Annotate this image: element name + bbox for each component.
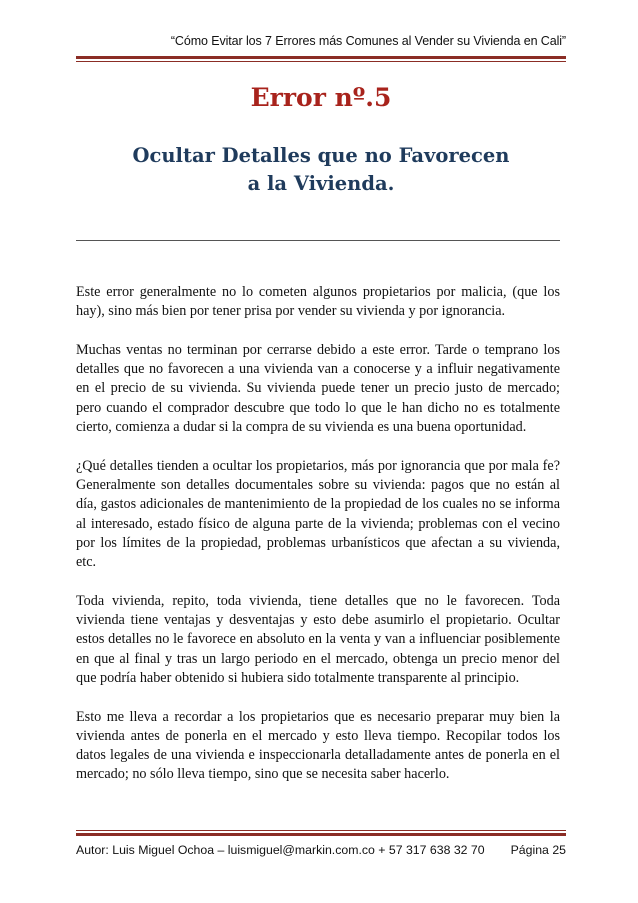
chapter-subtitle-line-1: Ocultar Detalles que no Favorecen [132,144,510,167]
footer-rule-thin [76,830,566,831]
chapter-subtitle-line-2: a la Vivienda. [247,172,395,195]
chapter-title: Error nº.5 [250,83,392,112]
section-divider [76,240,560,242]
chapter-subtitle [76,142,566,198]
body-text [76,283,560,804]
header-rule-thick [76,56,566,59]
footer-rule-thick [76,833,566,836]
header-rule-thin [76,61,566,62]
paragraph: Este error generalmente no lo cometen algunos propietarios por malicia, (que los hay), sino más bien por tener prisa por vender su vivienda y por ignorancia. [76,284,560,320]
paragraph: Toda vivienda, repito, toda vivienda, tiene detalles que no le favorecen. Toda vivienda tiene ventajas y desventajas y esto debe asumirlo el propietario. Ocultar estos detalles no le favorece en absoluto en la venta y van a influenciar posiblemente en que al final y tras un largo periodo en el mercado, obtenga un precio menor del que podría haber obtenido si hubiera sido totalmente transparente al principio. [76,592,560,686]
paragraph: Esto me lleva a recordar a los propietarios que es necesario preparar muy bien la vivienda antes de ponerla en el mercado y esto lleva tiempo. Recopilar todos los datos legales de una vivienda e inspeccionarla detalladamente antes de ponerla en el mercado; no sólo lleva tiempo, sino que se necesita saber hacerlo. [76,708,560,783]
paragraph: Muchas ventas no terminan por cerrarse debido a este error. Tarde o temprano los detalles que no favorecen a una vivienda van a conocerse y a influir negativamente en el precio de su vivienda. Su vivienda puede tener un precio justo de mercado; pero cuando el comprador descubre que todo lo que le han dicho no es totalmente cierto, comienza a dudar si la compra de su vivienda es una buena oportunidad. [76,341,560,436]
footer-page-number: Página 25 [510,843,566,857]
page-footer [76,843,566,857]
paragraph: ¿Qué detalles tienden a ocultar los propietarios, más por ignorancia que por mala fe? Generalmente son detalles documentales sobre su vivienda: pagos que no están al día, gastos adicionales de mantenimiento de la propiedad de los cuales no se informa al interesado, estado físico de alguna parte de la vivienda; problemas con el vecino por los límites de la propiedad, problemas urbanísticos que afectan a su vivienda, etc. [76,457,560,571]
running-header: “Cómo Evitar los 7 Errores más Comunes al Vender su Vivienda en Cali” [170,34,566,48]
footer-author: Autor: Luis Miguel Ochoa – luismiguel@markin.com.co + 57 317 638 32 70 [76,843,485,857]
